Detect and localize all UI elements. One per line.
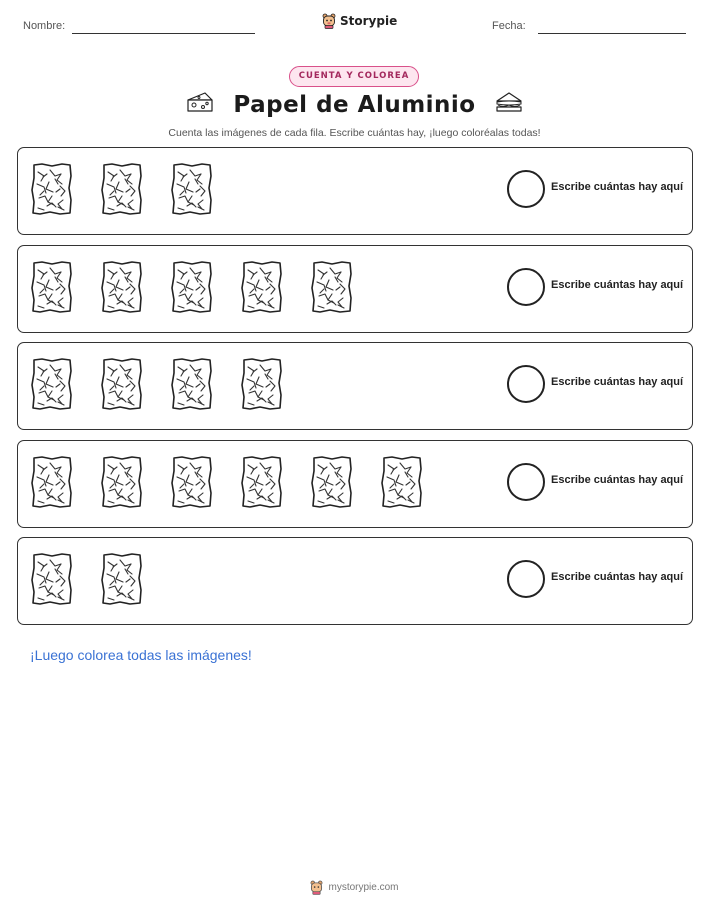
aluminum-foil-icon: [380, 455, 424, 509]
name-label: Nombre:: [23, 20, 66, 32]
aluminum-foil-icon: [30, 162, 74, 216]
answer-circle[interactable]: [507, 365, 545, 403]
answer-label: Escribe cuántas hay aquí: [551, 376, 684, 388]
aluminum-foil-icon: [100, 162, 144, 216]
row-items: [30, 162, 214, 216]
storypie-mascot-icon: [310, 880, 323, 895]
aluminum-foil-icon: [100, 357, 144, 411]
aluminum-foil-icon: [240, 260, 284, 314]
name-field-line[interactable]: [72, 33, 255, 34]
aluminum-foil-icon: [170, 162, 214, 216]
aluminum-foil-icon: [30, 260, 74, 314]
answer-circle[interactable]: [507, 268, 545, 306]
row-items: [30, 260, 354, 314]
row-items: [30, 357, 284, 411]
page-title: Papel de Aluminio: [233, 91, 476, 118]
aluminum-foil-icon: [100, 552, 144, 606]
aluminum-foil-icon: [100, 455, 144, 509]
title-row: [0, 90, 709, 119]
count-row: [17, 440, 693, 528]
footer: [0, 880, 709, 895]
answer-label: Escribe cuántas hay aquí: [551, 571, 684, 583]
aluminum-foil-icon: [240, 357, 284, 411]
count-row: [17, 245, 693, 333]
aluminum-foil-icon: [310, 260, 354, 314]
answer-label: Escribe cuántas hay aquí: [551, 474, 684, 486]
footer-site: mystorypie.com: [328, 882, 399, 893]
aluminum-foil-icon: [170, 455, 214, 509]
cheese-icon: [185, 90, 215, 119]
aluminum-foil-icon: [30, 552, 74, 606]
closing-note: ¡Luego colorea todas las imágenes!: [30, 647, 252, 663]
storypie-mascot-icon: [322, 13, 336, 29]
count-row: [17, 342, 693, 430]
aluminum-foil-icon: [170, 357, 214, 411]
date-field-line[interactable]: [538, 33, 686, 34]
answer-circle[interactable]: [507, 463, 545, 501]
count-row: [17, 537, 693, 625]
answer-circle[interactable]: [507, 170, 545, 208]
brand-logo: [322, 13, 397, 29]
aluminum-foil-icon: [240, 455, 284, 509]
aluminum-foil-icon: [30, 357, 74, 411]
activity-badge: CUENTA Y COLOREA: [289, 66, 419, 87]
row-items: [30, 455, 424, 509]
date-label: Fecha:: [492, 20, 526, 32]
brand-name: Storypie: [340, 14, 398, 28]
aluminum-foil-icon: [30, 455, 74, 509]
answer-label: Escribe cuántas hay aquí: [551, 279, 684, 291]
answer-circle[interactable]: [507, 560, 545, 598]
instructions-text: Cuenta las imágenes de cada fila. Escribe cuántas hay, ¡luego coloréalas todas!: [168, 127, 541, 139]
aluminum-foil-icon: [310, 455, 354, 509]
row-items: [30, 552, 144, 606]
answer-label: Escribe cuántas hay aquí: [551, 181, 684, 193]
aluminum-foil-icon: [170, 260, 214, 314]
count-row: [17, 147, 693, 235]
sandwich-icon: [494, 90, 524, 119]
aluminum-foil-icon: [100, 260, 144, 314]
